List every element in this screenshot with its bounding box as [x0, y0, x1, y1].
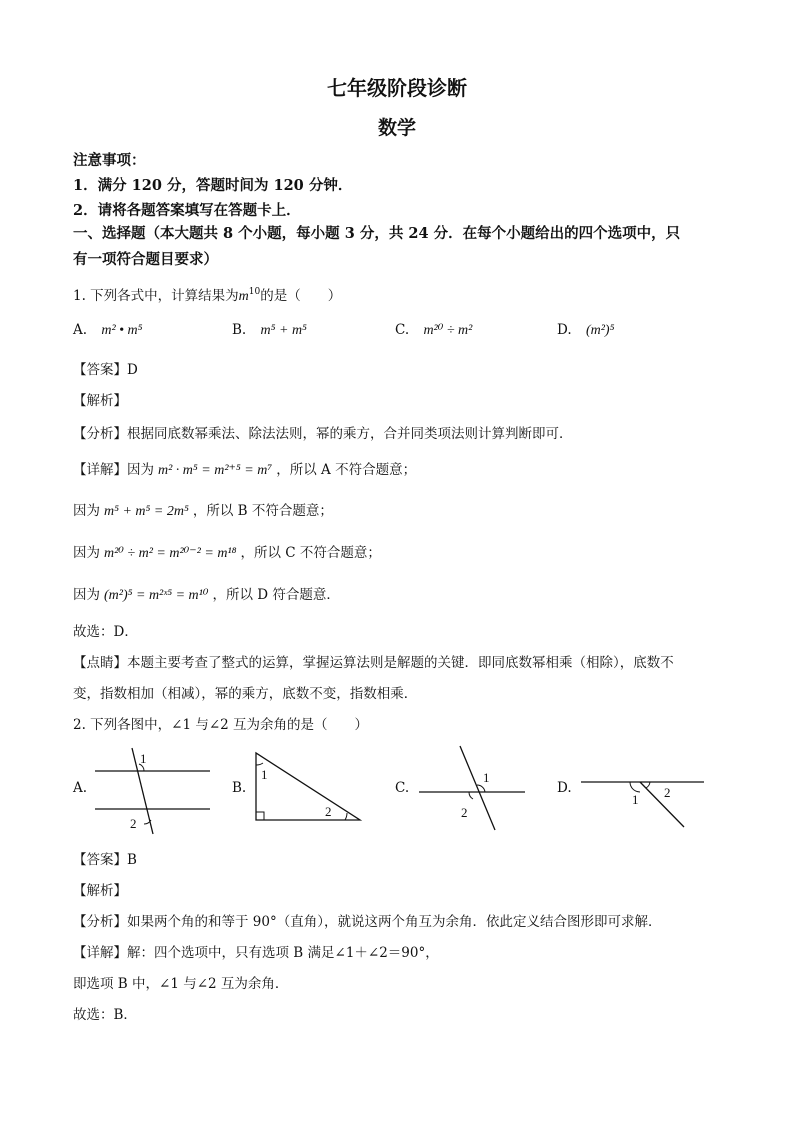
- q2-option-d-label: D.: [557, 780, 572, 796]
- angle-2-label: 2: [664, 785, 671, 800]
- q2-detail-2: 即选项 B 中，∠1 与∠2 互为余角．: [73, 976, 289, 992]
- q1-fenxi: 【分析】根据同底数幂乘法、除法法则，幂的乘方，合并同类项法则计算判断即可．: [73, 426, 573, 442]
- right-triangle: [256, 753, 360, 820]
- angle-1-label: 1: [632, 792, 639, 807]
- q1-stem-pre: 1. 下列各式中，计算结果为: [73, 288, 239, 304]
- angle-2-arc: [646, 782, 650, 788]
- q1-detail-4-pre: 因为: [73, 587, 100, 603]
- q1-detail-4-expr: (m²)⁵ = m²ˣ⁵ = m¹⁰: [104, 588, 209, 603]
- q2-figure-b: [250, 745, 365, 825]
- q1-detail-4-post: ，所以 D 符合题意．: [212, 587, 340, 603]
- angle-2-arc: [469, 792, 473, 799]
- q1-detail-3: [73, 541, 381, 562]
- right-angle-mark: [256, 812, 264, 820]
- section-heading-line1: 一、选择题（本大题共 8 个小题，每小题 3 分，共 24 分．在每个小题给出的四个选项中，只: [73, 225, 681, 242]
- q2-figure-d: [578, 772, 708, 832]
- ray-line: [640, 782, 684, 827]
- section-heading-line2: 有一项符合题目要求）: [73, 251, 218, 268]
- q2-figure-a: [90, 740, 215, 840]
- q1-detail-1-expr: m² · m⁵ = m²⁺⁵ = m⁷: [158, 463, 273, 478]
- q1-detail-3-post: ，所以 C 不符合题意；: [240, 545, 381, 561]
- q1-option-d-label: D.: [557, 322, 572, 338]
- q1-choose: 故选：D．: [73, 624, 138, 640]
- q2-detail: 【详解】解：四个选项中，只有选项 B 满足∠1＋∠2＝90°，: [73, 945, 439, 961]
- q1-detail-3-expr: m²⁰ ÷ m² = m²⁰⁻² = m¹⁸: [104, 546, 237, 561]
- q2-stem: 2. 下列各图中，∠1 与∠2 互为余角的是（ ）: [73, 717, 369, 733]
- q1-option-d-expr: (m²)⁵: [585, 323, 615, 338]
- q1-option-a-expr: m² • m⁵: [101, 323, 143, 338]
- exam-title: 七年级阶段诊断: [327, 76, 467, 100]
- angle-1-arc: [256, 763, 263, 765]
- q2-option-a-label: A.: [73, 780, 88, 796]
- q1-option-b-label: B.: [232, 322, 247, 338]
- q1-detail-2: [73, 499, 333, 520]
- q2-answer: 【答案】B: [73, 852, 137, 868]
- q1-stem-post: 的是（ ）: [260, 288, 342, 304]
- angle-2-label: 2: [130, 816, 137, 831]
- q1-answer: 【答案】D: [73, 362, 138, 378]
- notice-item-2: 2．请将各题答案填写在答题卡上．: [73, 202, 301, 219]
- q2-analysis-tag: 【解析】: [73, 883, 127, 899]
- q1-option-b: [232, 322, 307, 339]
- q2-option-b-label: B.: [232, 780, 247, 796]
- q1-stem: [73, 284, 341, 305]
- angle-2-arc: [345, 813, 347, 820]
- q1-detail-2-expr: m⁵ + m⁵ = 2m⁵: [104, 504, 189, 519]
- q1-detail-2-post: ，所以 B 不符合题意；: [192, 503, 333, 519]
- angle-2-label: 2: [325, 804, 332, 819]
- angle-1-label: 1: [483, 770, 490, 785]
- angle-1-label: 1: [261, 767, 268, 782]
- q1-option-c: [395, 322, 472, 339]
- q1-option-a: [73, 322, 143, 339]
- q1-option-a-label: A.: [73, 322, 88, 338]
- q1-analysis-tag: 【解析】: [73, 393, 127, 409]
- q2-choose: 故选：B．: [73, 1007, 137, 1023]
- q2-fenxi: 【分析】如果两个角的和等于 90°（直角），就说这两个角互为余角．依此定义结合图形即可求解．: [73, 914, 662, 930]
- q1-option-b-expr: m⁵ + m⁵: [260, 323, 307, 338]
- notice-item-1: 1．满分 120 分，答题时间为 120 分钟．: [73, 177, 353, 194]
- angle-2-label: 2: [461, 805, 468, 820]
- q1-option-d: [557, 322, 614, 339]
- q1-detail-2-pre: 因为: [73, 503, 100, 519]
- q1-detail-1-pre: 【详解】因为: [73, 462, 154, 478]
- q1-detail-1-post: ，所以 A 不符合题意；: [276, 462, 417, 478]
- q1-detail-3-pre: 因为: [73, 545, 100, 561]
- q1-detail-4: [73, 583, 340, 604]
- angle-1-label: 1: [140, 751, 147, 766]
- q1-dianjing-line2: 变，指数相加（相减），幂的乘方，底数不变，指数相乘．: [73, 686, 418, 702]
- angle-1-arc: [630, 782, 640, 792]
- q2-option-c-label: C.: [395, 780, 410, 796]
- q1-dianjing-line1: 【点睛】本题主要考查了整式的运算，掌握运算法则是解题的关键．即同底数幂相乘（相除），底数不: [73, 655, 674, 671]
- q2-figure-c: [415, 742, 530, 832]
- q1-stem-m: m: [238, 289, 249, 304]
- subject-title: 数学: [377, 117, 416, 139]
- q1-option-c-expr: m²⁰ ÷ m²: [423, 323, 473, 338]
- q1-detail-1: [73, 458, 416, 479]
- notice-heading: 注意事项：: [73, 152, 146, 169]
- q1-option-c-label: C.: [395, 322, 410, 338]
- q1-stem-exp: 10: [248, 287, 261, 297]
